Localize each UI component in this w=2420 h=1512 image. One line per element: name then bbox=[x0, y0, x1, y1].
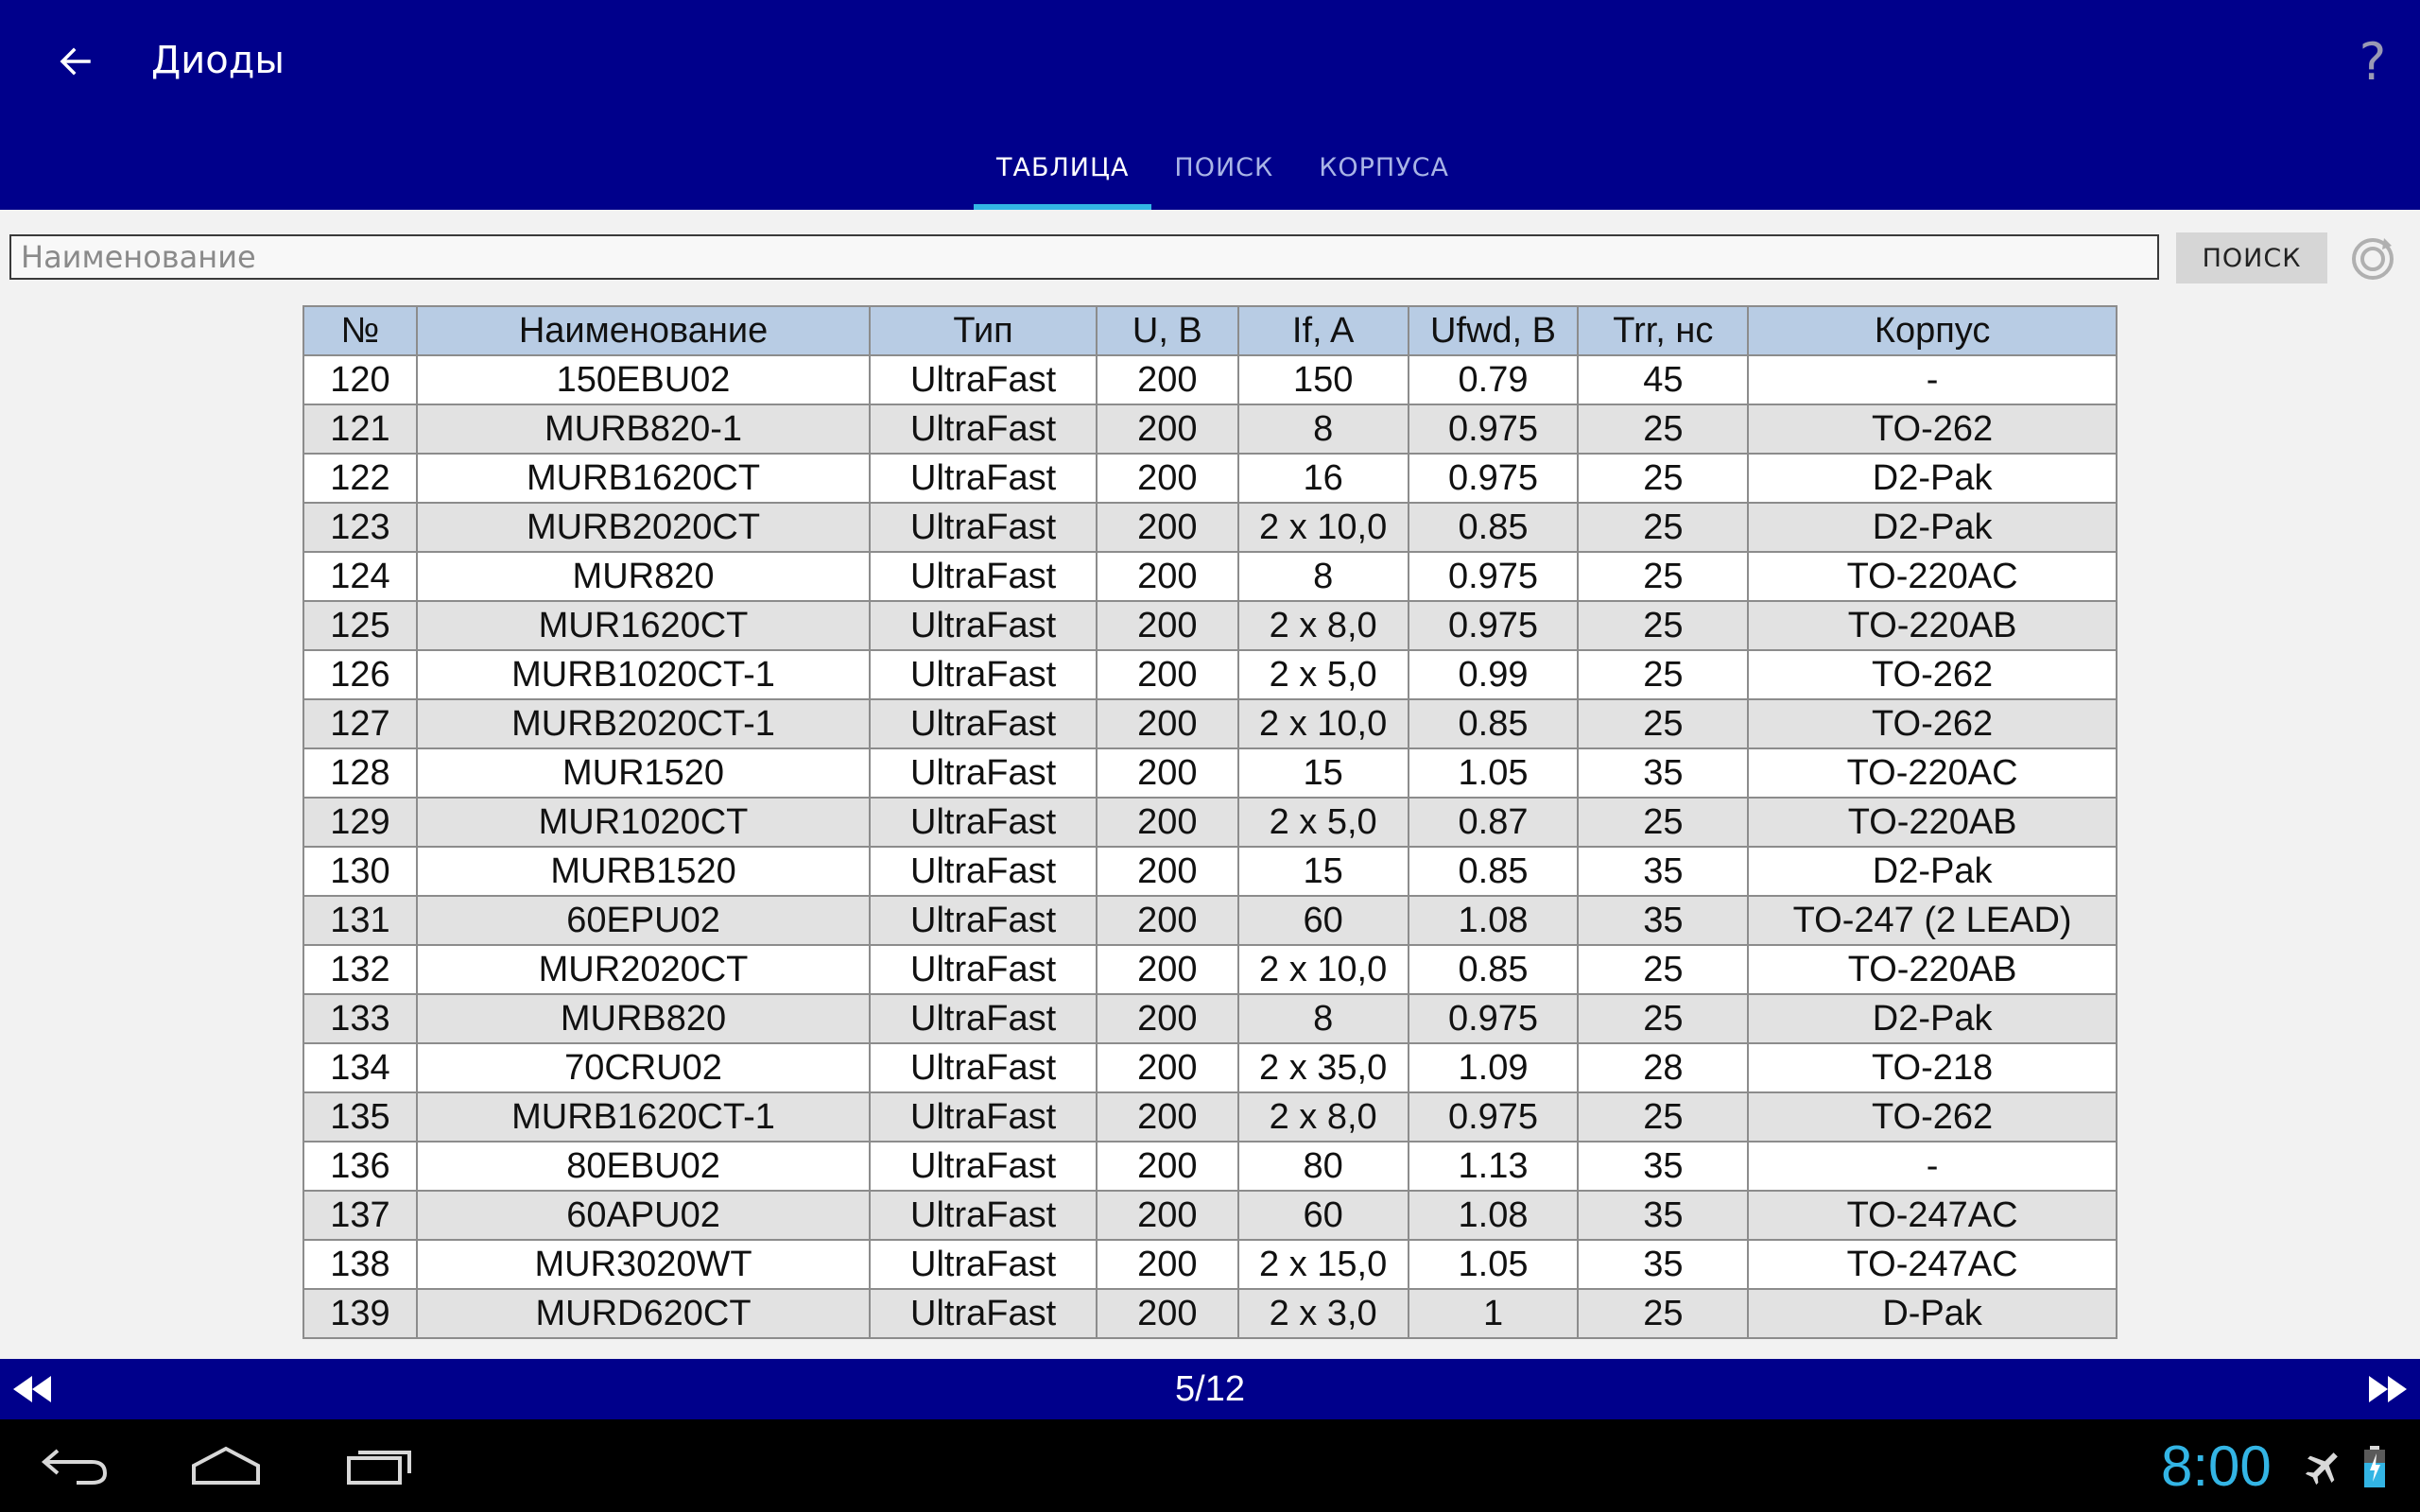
header-voltage[interactable]: U, В bbox=[1097, 306, 1238, 355]
back-nav-icon bbox=[39, 1445, 111, 1486]
status-clock: 8:00 bbox=[2161, 1435, 2272, 1498]
cell-package: - bbox=[1748, 355, 2117, 404]
table-body bbox=[303, 355, 2117, 1338]
diodes-table bbox=[302, 305, 2118, 1339]
cell-voltage: 200 bbox=[1097, 945, 1238, 994]
cell-current: 60 bbox=[1238, 1191, 1409, 1240]
cell-number: 135 bbox=[303, 1092, 417, 1142]
cell-recovery-time: 25 bbox=[1578, 798, 1748, 847]
cell-voltage: 200 bbox=[1097, 1043, 1238, 1092]
cell-current: 150 bbox=[1238, 355, 1409, 404]
next-page-button[interactable] bbox=[2360, 1365, 2416, 1414]
recents-nav-icon bbox=[343, 1445, 415, 1486]
cell-recovery-time: 35 bbox=[1578, 1191, 1748, 1240]
cell-name: MURB2020CT-1 bbox=[417, 699, 870, 748]
table-row[interactable] bbox=[303, 1092, 2117, 1142]
cell-package: D2-Pak bbox=[1748, 454, 2117, 503]
cell-current: 8 bbox=[1238, 404, 1409, 454]
cell-package: TO-220AB bbox=[1748, 945, 2117, 994]
cell-current: 8 bbox=[1238, 552, 1409, 601]
cell-name: 60EPU02 bbox=[417, 896, 870, 945]
cell-name: MUR1620CT bbox=[417, 601, 870, 650]
cell-recovery-time: 25 bbox=[1578, 552, 1748, 601]
table-header-row bbox=[303, 306, 2117, 355]
cell-number: 128 bbox=[303, 748, 417, 798]
cell-voltage: 200 bbox=[1097, 650, 1238, 699]
cell-voltage: 200 bbox=[1097, 1142, 1238, 1191]
cell-voltage: 200 bbox=[1097, 355, 1238, 404]
cell-forward-voltage: 1.05 bbox=[1409, 748, 1579, 798]
cell-current: 2 x 10,0 bbox=[1238, 699, 1409, 748]
cell-forward-voltage: 1.05 bbox=[1409, 1240, 1579, 1289]
search-button[interactable]: ПОИСК bbox=[2176, 232, 2327, 284]
cell-type: UltraFast bbox=[870, 945, 1097, 994]
cell-number: 139 bbox=[303, 1289, 417, 1338]
cell-name: MUR1020CT bbox=[417, 798, 870, 847]
cell-voltage: 200 bbox=[1097, 896, 1238, 945]
cell-recovery-time: 25 bbox=[1578, 404, 1748, 454]
system-recents-button[interactable] bbox=[327, 1433, 431, 1499]
diodes-table-container[interactable] bbox=[302, 305, 2118, 1357]
cell-name: MURB1620CT bbox=[417, 454, 870, 503]
cell-number: 124 bbox=[303, 552, 417, 601]
cell-current: 16 bbox=[1238, 454, 1409, 503]
cell-type: UltraFast bbox=[870, 1240, 1097, 1289]
cell-number: 122 bbox=[303, 454, 417, 503]
cell-forward-voltage: 0.975 bbox=[1409, 552, 1579, 601]
cell-current: 2 x 8,0 bbox=[1238, 1092, 1409, 1142]
cell-recovery-time: 35 bbox=[1578, 748, 1748, 798]
cell-name: MURB1020CT-1 bbox=[417, 650, 870, 699]
cell-recovery-time: 35 bbox=[1578, 896, 1748, 945]
header-name[interactable]: Наименование bbox=[417, 306, 870, 355]
cell-package: TO-262 bbox=[1748, 404, 2117, 454]
cell-name: MUR3020WT bbox=[417, 1240, 870, 1289]
cell-number: 121 bbox=[303, 404, 417, 454]
system-back-button[interactable] bbox=[23, 1433, 127, 1499]
cell-package: TO-262 bbox=[1748, 699, 2117, 748]
cell-name: MURB820-1 bbox=[417, 404, 870, 454]
cell-type: UltraFast bbox=[870, 601, 1097, 650]
cell-forward-voltage: 0.975 bbox=[1409, 1092, 1579, 1142]
cell-number: 127 bbox=[303, 699, 417, 748]
cell-voltage: 200 bbox=[1097, 699, 1238, 748]
cell-current: 2 x 10,0 bbox=[1238, 945, 1409, 994]
airplane-mode-icon bbox=[2303, 1444, 2344, 1489]
cell-current: 8 bbox=[1238, 994, 1409, 1043]
cell-package: D2-Pak bbox=[1748, 503, 2117, 552]
table-row[interactable] bbox=[303, 748, 2117, 798]
table-row[interactable] bbox=[303, 503, 2117, 552]
search-input[interactable] bbox=[9, 234, 2159, 280]
help-icon: ? bbox=[2359, 31, 2387, 92]
refresh-icon bbox=[2348, 234, 2397, 284]
tab-search[interactable]: ПОИСК bbox=[1174, 153, 1274, 182]
cell-name: MURB1620CT-1 bbox=[417, 1092, 870, 1142]
header-recovery-time[interactable]: Trr, нс bbox=[1578, 306, 1748, 355]
cell-current: 15 bbox=[1238, 847, 1409, 896]
cell-type: UltraFast bbox=[870, 552, 1097, 601]
cell-package: TO-220AC bbox=[1748, 552, 2117, 601]
cell-current: 2 x 5,0 bbox=[1238, 650, 1409, 699]
cell-voltage: 200 bbox=[1097, 454, 1238, 503]
home-nav-icon bbox=[188, 1445, 264, 1486]
cell-recovery-time: 35 bbox=[1578, 1240, 1748, 1289]
system-navigation-bar bbox=[0, 1419, 2420, 1512]
table-row[interactable] bbox=[303, 454, 2117, 503]
page-title: Диоды bbox=[151, 39, 285, 82]
cell-recovery-time: 25 bbox=[1578, 503, 1748, 552]
cell-type: UltraFast bbox=[870, 503, 1097, 552]
table-row[interactable] bbox=[303, 355, 2117, 404]
cell-type: UltraFast bbox=[870, 1092, 1097, 1142]
header-type[interactable]: Тип bbox=[870, 306, 1097, 355]
action-bar bbox=[0, 0, 2420, 210]
cell-voltage: 200 bbox=[1097, 1240, 1238, 1289]
cell-type: UltraFast bbox=[870, 355, 1097, 404]
cell-name: MUR1520 bbox=[417, 748, 870, 798]
table-row[interactable] bbox=[303, 1142, 2117, 1191]
cell-number: 138 bbox=[303, 1240, 417, 1289]
cell-forward-voltage: 1.08 bbox=[1409, 896, 1579, 945]
table-row[interactable] bbox=[303, 404, 2117, 454]
header-forward-voltage[interactable]: Ufwd, В bbox=[1409, 306, 1579, 355]
cell-forward-voltage: 0.85 bbox=[1409, 503, 1579, 552]
cell-package: D2-Pak bbox=[1748, 847, 2117, 896]
cell-number: 136 bbox=[303, 1142, 417, 1191]
cell-voltage: 200 bbox=[1097, 503, 1238, 552]
pager-bar bbox=[0, 1359, 2420, 1419]
cell-type: UltraFast bbox=[870, 1289, 1097, 1338]
table-row[interactable] bbox=[303, 798, 2117, 847]
cell-type: UltraFast bbox=[870, 699, 1097, 748]
table-row[interactable] bbox=[303, 650, 2117, 699]
cell-recovery-time: 25 bbox=[1578, 650, 1748, 699]
header-number[interactable]: № bbox=[303, 306, 417, 355]
table-row[interactable] bbox=[303, 1240, 2117, 1289]
cell-forward-voltage: 1.09 bbox=[1409, 1043, 1579, 1092]
cell-name: MUR820 bbox=[417, 552, 870, 601]
cell-voltage: 200 bbox=[1097, 601, 1238, 650]
battery-icon bbox=[2354, 1444, 2395, 1489]
cell-current: 2 x 10,0 bbox=[1238, 503, 1409, 552]
cell-name: MURB1520 bbox=[417, 847, 870, 896]
cell-current: 60 bbox=[1238, 896, 1409, 945]
cell-package: TO-220AC bbox=[1748, 748, 2117, 798]
cell-voltage: 200 bbox=[1097, 552, 1238, 601]
cell-forward-voltage: 0.79 bbox=[1409, 355, 1579, 404]
cell-current: 2 x 5,0 bbox=[1238, 798, 1409, 847]
header-current[interactable]: If, A bbox=[1238, 306, 1409, 355]
cell-type: UltraFast bbox=[870, 994, 1097, 1043]
header-package[interactable]: Корпус bbox=[1748, 306, 2117, 355]
cell-current: 2 x 35,0 bbox=[1238, 1043, 1409, 1092]
cell-current: 80 bbox=[1238, 1142, 1409, 1191]
cell-recovery-time: 35 bbox=[1578, 1142, 1748, 1191]
cell-type: UltraFast bbox=[870, 847, 1097, 896]
tab-bar bbox=[974, 142, 1472, 210]
cell-name: MUR2020CT bbox=[417, 945, 870, 994]
cell-number: 129 bbox=[303, 798, 417, 847]
cell-voltage: 200 bbox=[1097, 994, 1238, 1043]
arrow-back-icon bbox=[57, 43, 95, 80]
cell-number: 137 bbox=[303, 1191, 417, 1240]
tab-packages[interactable]: КОРПУСА bbox=[1319, 153, 1449, 182]
cell-forward-voltage: 1 bbox=[1409, 1289, 1579, 1338]
cell-number: 130 bbox=[303, 847, 417, 896]
cell-forward-voltage: 1.08 bbox=[1409, 1191, 1579, 1240]
cell-recovery-time: 25 bbox=[1578, 699, 1748, 748]
cell-forward-voltage: 0.85 bbox=[1409, 847, 1579, 896]
cell-type: UltraFast bbox=[870, 1191, 1097, 1240]
cell-recovery-time: 45 bbox=[1578, 355, 1748, 404]
cell-recovery-time: 28 bbox=[1578, 1043, 1748, 1092]
system-home-button[interactable] bbox=[174, 1433, 278, 1499]
cell-current: 2 x 15,0 bbox=[1238, 1240, 1409, 1289]
table-row[interactable] bbox=[303, 896, 2117, 945]
cell-forward-voltage: 0.99 bbox=[1409, 650, 1579, 699]
cell-package: TO-247AC bbox=[1748, 1191, 2117, 1240]
cell-type: UltraFast bbox=[870, 748, 1097, 798]
cell-current: 2 x 8,0 bbox=[1238, 601, 1409, 650]
cell-name: 60APU02 bbox=[417, 1191, 870, 1240]
cell-type: UltraFast bbox=[870, 454, 1097, 503]
cell-package: TO-220AB bbox=[1748, 601, 2117, 650]
help-button[interactable] bbox=[2335, 21, 2411, 102]
cell-forward-voltage: 0.975 bbox=[1409, 404, 1579, 454]
cell-voltage: 200 bbox=[1097, 1191, 1238, 1240]
cell-forward-voltage: 0.975 bbox=[1409, 994, 1579, 1043]
table-row[interactable] bbox=[303, 1043, 2117, 1092]
refresh-button[interactable] bbox=[2344, 231, 2401, 287]
cell-forward-voltage: 0.975 bbox=[1409, 454, 1579, 503]
cell-name: 70CRU02 bbox=[417, 1043, 870, 1092]
cell-package: D2-Pak bbox=[1748, 994, 2117, 1043]
cell-recovery-time: 25 bbox=[1578, 1092, 1748, 1142]
cell-type: UltraFast bbox=[870, 1142, 1097, 1191]
cell-name: 150EBU02 bbox=[417, 355, 870, 404]
cell-package: - bbox=[1748, 1142, 2117, 1191]
page-indicator: 5/12 bbox=[1175, 1369, 1245, 1409]
table-row[interactable] bbox=[303, 1191, 2117, 1240]
cell-name: MURD620CT bbox=[417, 1289, 870, 1338]
cell-type: UltraFast bbox=[870, 650, 1097, 699]
cell-type: UltraFast bbox=[870, 404, 1097, 454]
cell-voltage: 200 bbox=[1097, 847, 1238, 896]
table-row[interactable] bbox=[303, 847, 2117, 896]
table-row[interactable] bbox=[303, 601, 2117, 650]
cell-name: 80EBU02 bbox=[417, 1142, 870, 1191]
cell-type: UltraFast bbox=[870, 896, 1097, 945]
cell-package: TO-247AC bbox=[1748, 1240, 2117, 1289]
cell-number: 123 bbox=[303, 503, 417, 552]
fast-forward-icon bbox=[2365, 1372, 2411, 1406]
cell-voltage: 200 bbox=[1097, 1092, 1238, 1142]
cell-number: 134 bbox=[303, 1043, 417, 1092]
cell-forward-voltage: 0.975 bbox=[1409, 601, 1579, 650]
cell-package: TO-262 bbox=[1748, 1092, 2117, 1142]
cell-type: UltraFast bbox=[870, 1043, 1097, 1092]
cell-current: 15 bbox=[1238, 748, 1409, 798]
table-row[interactable] bbox=[303, 994, 2117, 1043]
cell-voltage: 200 bbox=[1097, 748, 1238, 798]
cell-forward-voltage: 0.85 bbox=[1409, 945, 1579, 994]
cell-name: MURB820 bbox=[417, 994, 870, 1043]
cell-package: TO-262 bbox=[1748, 650, 2117, 699]
cell-forward-voltage: 1.13 bbox=[1409, 1142, 1579, 1191]
cell-number: 125 bbox=[303, 601, 417, 650]
cell-voltage: 200 bbox=[1097, 1289, 1238, 1338]
cell-current: 2 x 3,0 bbox=[1238, 1289, 1409, 1338]
cell-package: D-Pak bbox=[1748, 1289, 2117, 1338]
table-row[interactable] bbox=[303, 552, 2117, 601]
cell-recovery-time: 25 bbox=[1578, 454, 1748, 503]
cell-number: 133 bbox=[303, 994, 417, 1043]
cell-recovery-time: 25 bbox=[1578, 1289, 1748, 1338]
cell-number: 132 bbox=[303, 945, 417, 994]
cell-voltage: 200 bbox=[1097, 798, 1238, 847]
cell-number: 120 bbox=[303, 355, 417, 404]
back-button[interactable] bbox=[28, 21, 123, 102]
cell-recovery-time: 35 bbox=[1578, 847, 1748, 896]
table-row[interactable] bbox=[303, 1289, 2117, 1338]
cell-number: 126 bbox=[303, 650, 417, 699]
cell-recovery-time: 25 bbox=[1578, 601, 1748, 650]
cell-package: TO-218 bbox=[1748, 1043, 2117, 1092]
cell-voltage: 200 bbox=[1097, 404, 1238, 454]
cell-recovery-time: 25 bbox=[1578, 994, 1748, 1043]
cell-package: TO-220AB bbox=[1748, 798, 2117, 847]
cell-forward-voltage: 0.87 bbox=[1409, 798, 1579, 847]
cell-type: UltraFast bbox=[870, 798, 1097, 847]
cell-recovery-time: 25 bbox=[1578, 945, 1748, 994]
table-row[interactable] bbox=[303, 699, 2117, 748]
tab-table[interactable]: ТАБЛИЦА bbox=[974, 142, 1151, 210]
cell-name: MURB2020CT bbox=[417, 503, 870, 552]
cell-number: 131 bbox=[303, 896, 417, 945]
cell-forward-voltage: 0.85 bbox=[1409, 699, 1579, 748]
cell-package: TO-247 (2 LEAD) bbox=[1748, 896, 2117, 945]
table-row[interactable] bbox=[303, 945, 2117, 994]
